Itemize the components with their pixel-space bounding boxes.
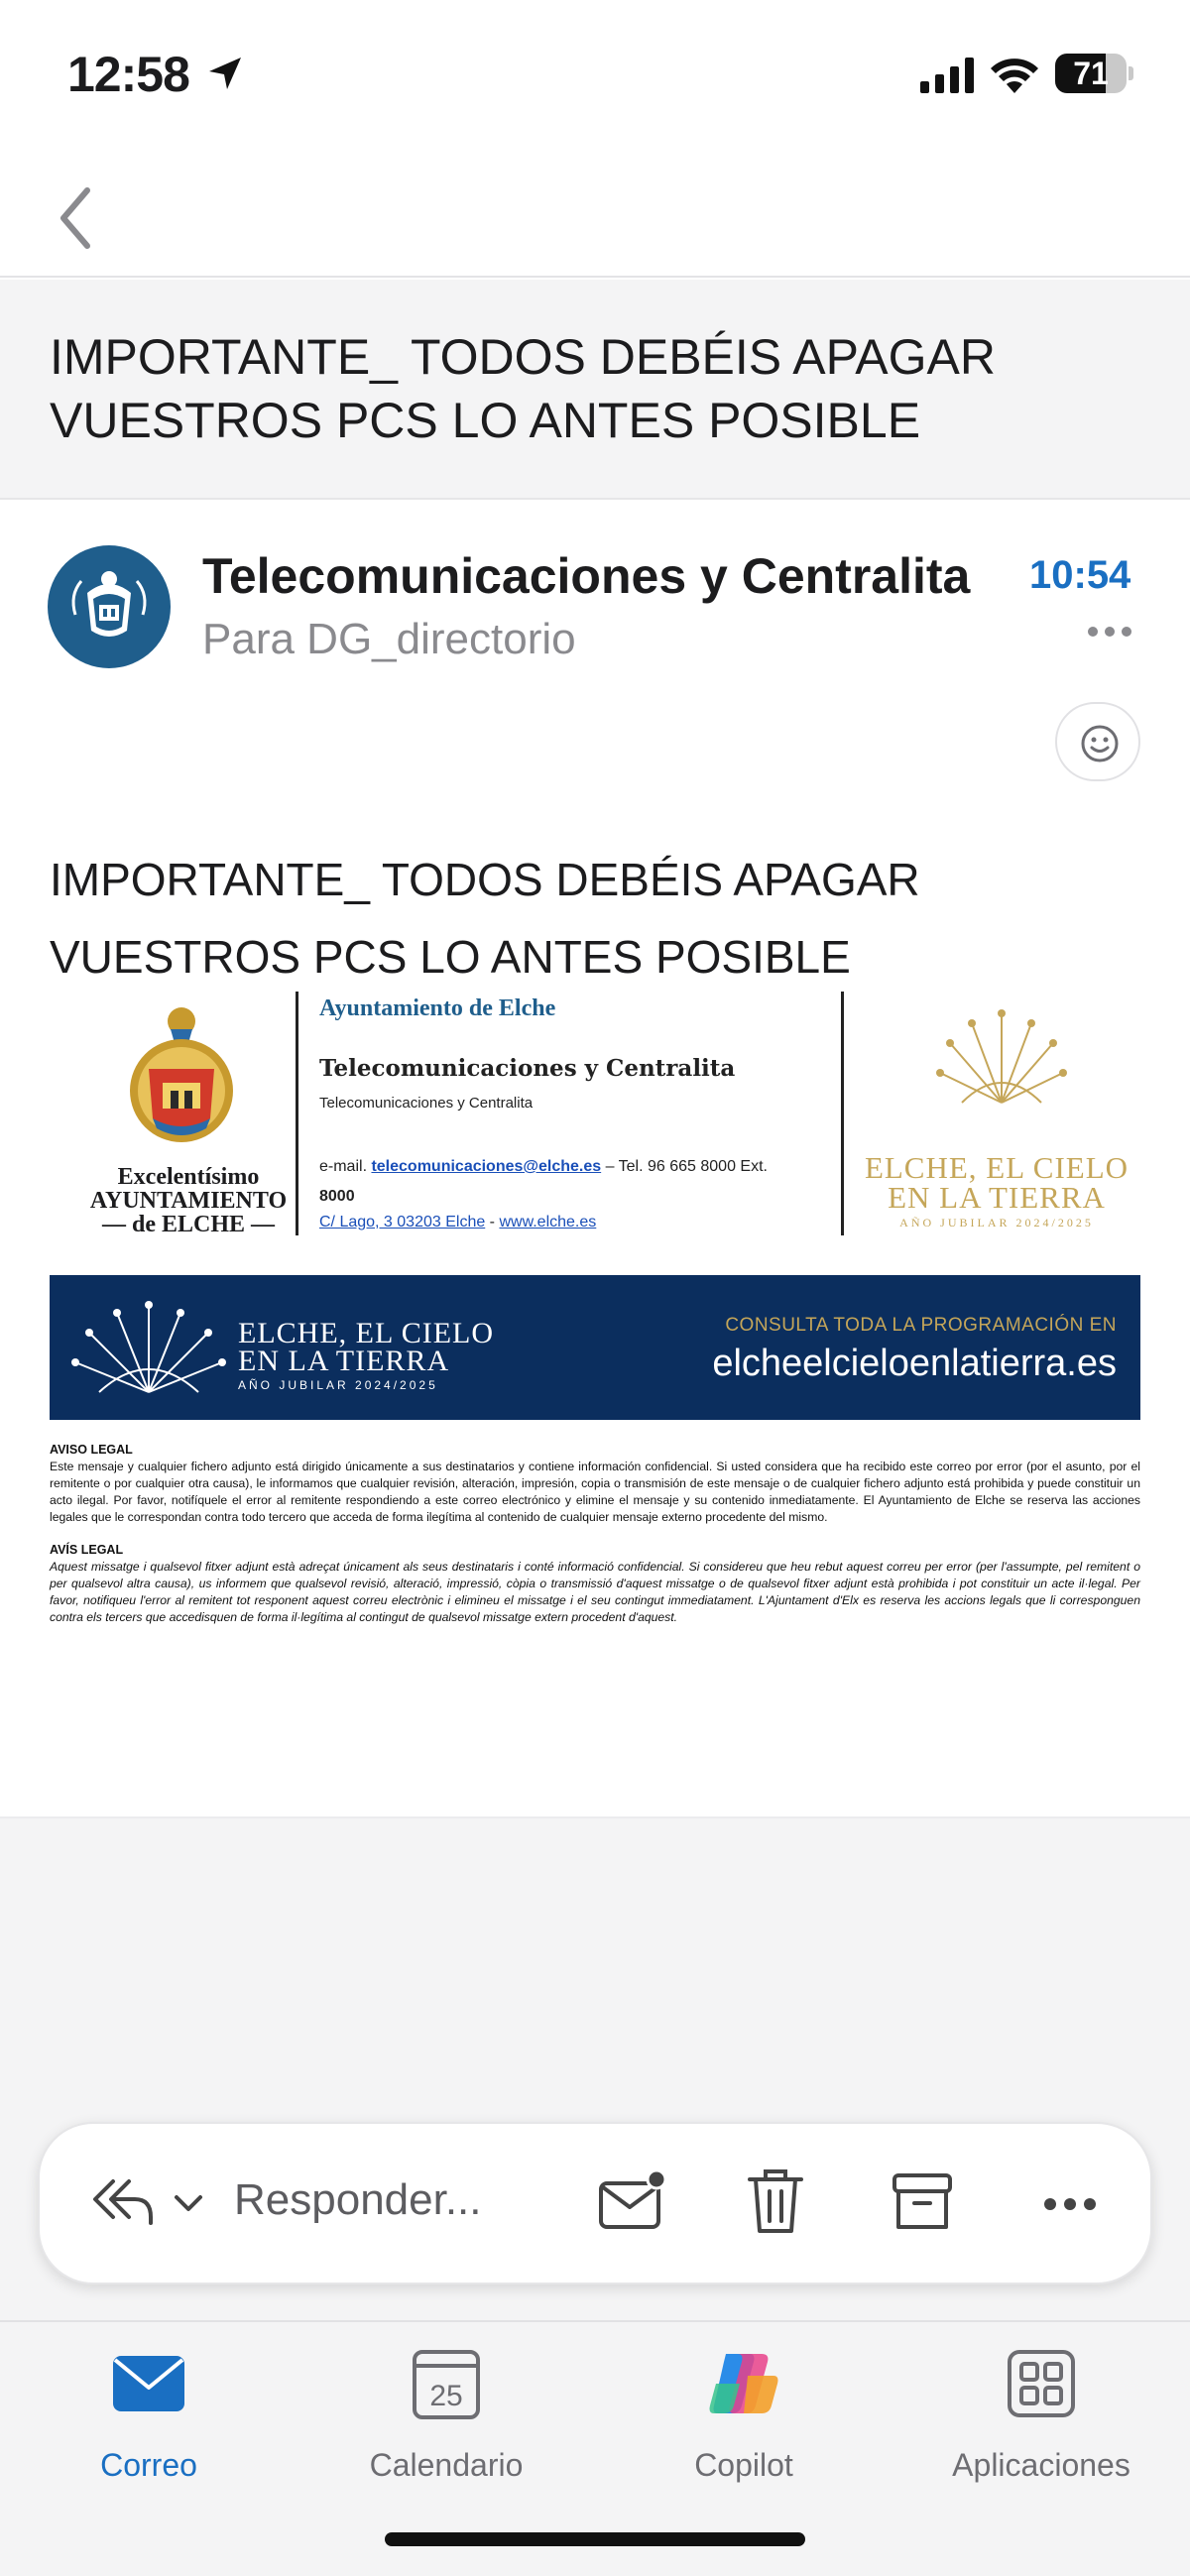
website-link[interactable]: www.elche.es (499, 1214, 597, 1230)
reply-input[interactable]: Responder... (234, 2175, 482, 2224)
address-separator: - (485, 1214, 500, 1230)
signature-email-link[interactable]: telecomunicaciones@elche.es (371, 1158, 602, 1175)
signature-divider (296, 992, 298, 1235)
wifi-icon (988, 54, 1041, 93)
banner-year: AÑO JUBILAR 2024/2025 (238, 1378, 438, 1392)
signature-dept: Telecomunicaciones y Centralita (319, 1055, 736, 1082)
back-chevron-icon[interactable] (50, 178, 109, 258)
mark-unread-icon[interactable] (597, 2167, 668, 2235)
signature-ext: 8000 (319, 1188, 355, 1205)
legal-title-ca: AVÍS LEGAL (50, 1543, 124, 1557)
tab-label: Aplicaciones (952, 2447, 1130, 2483)
status-bar (0, 0, 1190, 149)
trash-icon[interactable] (744, 2166, 807, 2237)
jubilee-text: ELCHE, EL CIELO (864, 1150, 1130, 1185)
logo-text: — de ELCHE — (101, 1212, 276, 1237)
banner-cta: CONSULTA TODA LA PROGRAMACIÓN EN (725, 1315, 1117, 1336)
tab-label: Copilot (694, 2447, 793, 2483)
message-time: 10:54 (1029, 553, 1131, 597)
email-signature (50, 990, 1140, 1239)
banner-title: EN LA TIERRA (238, 1345, 450, 1377)
home-indicator[interactable] (385, 2532, 805, 2546)
message-more-icon[interactable] (1086, 625, 1133, 639)
cellular-signal-icon (920, 58, 976, 93)
signature-contact (319, 1152, 825, 1212)
email-subject: IMPORTANTE_ TODOS DEBÉIS APAGAR VUESTROS PCS LO ANTES POSIBLE (50, 329, 996, 448)
city-crest-icon (48, 545, 171, 668)
legal-notice (50, 1442, 1140, 1642)
legal-text-ca: Aquest missatge i qualsevol fitxer adjunt està adreçat únicament als seus destinataris i conté informació confidencial. Si considereu que heu rebut aquest correu per error (per l'assumpte, pel remitent o per qualsevol altra causa), us informem que qualsevol revisió, alteració, impressió, còpia o transmissió d'aquest missatge o de qualsevol fitxer adjunt està prohibida i pot constituir un acte il·legal. Per favor, notifiqueu l'error al remitent tot responent aquest correu electrònic i elimineu el missatge i el seu contingut immediatament. L'Ajuntament d'Elx es reserva les accions legals que li corresponguen contra els tercers que accedisquen de forma il·legítima al contingut de qualsevol missatge extern procedent d'aquest. (50, 1560, 1140, 1624)
sender-avatar[interactable] (48, 545, 171, 668)
status-time: 12:58 (67, 47, 189, 102)
body-line: IMPORTANTE_ TODOS DEBÉIS APAGAR (50, 854, 920, 905)
location-arrow-icon (206, 55, 244, 92)
email-body (50, 841, 1140, 995)
tab-correo[interactable] (20, 2344, 278, 2493)
tab-copilot[interactable] (615, 2344, 873, 2493)
banner-url[interactable]: elcheelcieloenlatierra.es (712, 1343, 1117, 1384)
battery-icon (1055, 54, 1132, 93)
email-prefix: e-mail. (319, 1158, 372, 1175)
subject-header (0, 280, 1190, 500)
mail-icon (109, 2344, 188, 2423)
calendar-day: 25 (429, 2380, 463, 2412)
signature-dept-sub: Telecomunicaciones y Centralita (319, 1095, 534, 1112)
jubilee-year: AÑO JUBILAR 2024/2025 (899, 1216, 1094, 1229)
reply-toolbar (38, 2122, 1152, 2284)
copilot-icon (704, 2344, 783, 2423)
signature-org: Ayuntamiento de Elche (319, 995, 556, 1021)
tab-label: Calendario (369, 2447, 524, 2483)
tab-label: Correo (100, 2447, 197, 2483)
chevron-down-icon[interactable] (171, 2191, 206, 2215)
archive-icon[interactable] (891, 2167, 954, 2235)
palm-fireworks-icon (932, 1003, 1071, 1112)
apps-icon (1002, 2344, 1081, 2423)
palm-fireworks-icon (69, 1297, 228, 1396)
coat-of-arms-icon (127, 999, 236, 1148)
nav-bar (0, 149, 1190, 278)
promo-banner[interactable] (50, 1275, 1140, 1420)
calendar-icon (407, 2344, 486, 2423)
signature-divider (841, 992, 844, 1235)
signature-phone: – Tel. 96 665 8000 Ext. (601, 1158, 768, 1175)
logo-text: AYUNTAMIENTO (89, 1188, 288, 1214)
smiley-icon (1080, 724, 1120, 763)
more-actions-icon[interactable] (1043, 2197, 1097, 2211)
jubilee-logo (853, 1003, 1140, 1229)
logo-text: Excelentísimo (117, 1164, 260, 1190)
sender-name[interactable]: Telecomunicaciones y Centralita (202, 548, 971, 604)
recipient-line[interactable]: Para DG_directorio (202, 615, 576, 663)
reply-all-icon[interactable] (91, 2173, 155, 2229)
tab-calendario[interactable] (317, 2344, 575, 2493)
reaction-button[interactable] (1055, 702, 1140, 781)
legal-text-es: Este mensaje y cualquier fichero adjunto está dirigido únicamente a sus destinatarios y contiene información confidencial. Si usted considera que ha recibido este correo por error (por el asunto, por el remitente o por cualquier otra causa), le informamos que cualquier revisión, alteración, impresión, copia o transmisión de este mensaje o de cualquier fichero adjunto está prohibida y puede constituir un acto ilegal. Por favor, notifíquele el error al remitente respondiendo a este correo electrónico y elimine el mensaje y su contenido inmediatamente. El Ayuntamiento de Elche se reserva las acciones legales que le correspondan contra todo tercero que acceda de forma ilegítima al contenido de cualquier mensaje externo procedente del mismo. (50, 1460, 1140, 1524)
jubilee-text: EN LA TIERRA (888, 1180, 1106, 1215)
tab-aplicaciones[interactable] (912, 2344, 1170, 2493)
signature-address (319, 1214, 596, 1231)
banner-title: ELCHE, EL CIELO (238, 1317, 495, 1349)
address-link[interactable]: C/ Lago, 3 03203 Elche (319, 1214, 486, 1230)
body-line: VUESTROS PCS LO ANTES POSIBLE (50, 931, 851, 983)
legal-title-es: AVISO LEGAL (50, 1443, 133, 1457)
battery-level: 71 (1073, 56, 1109, 91)
